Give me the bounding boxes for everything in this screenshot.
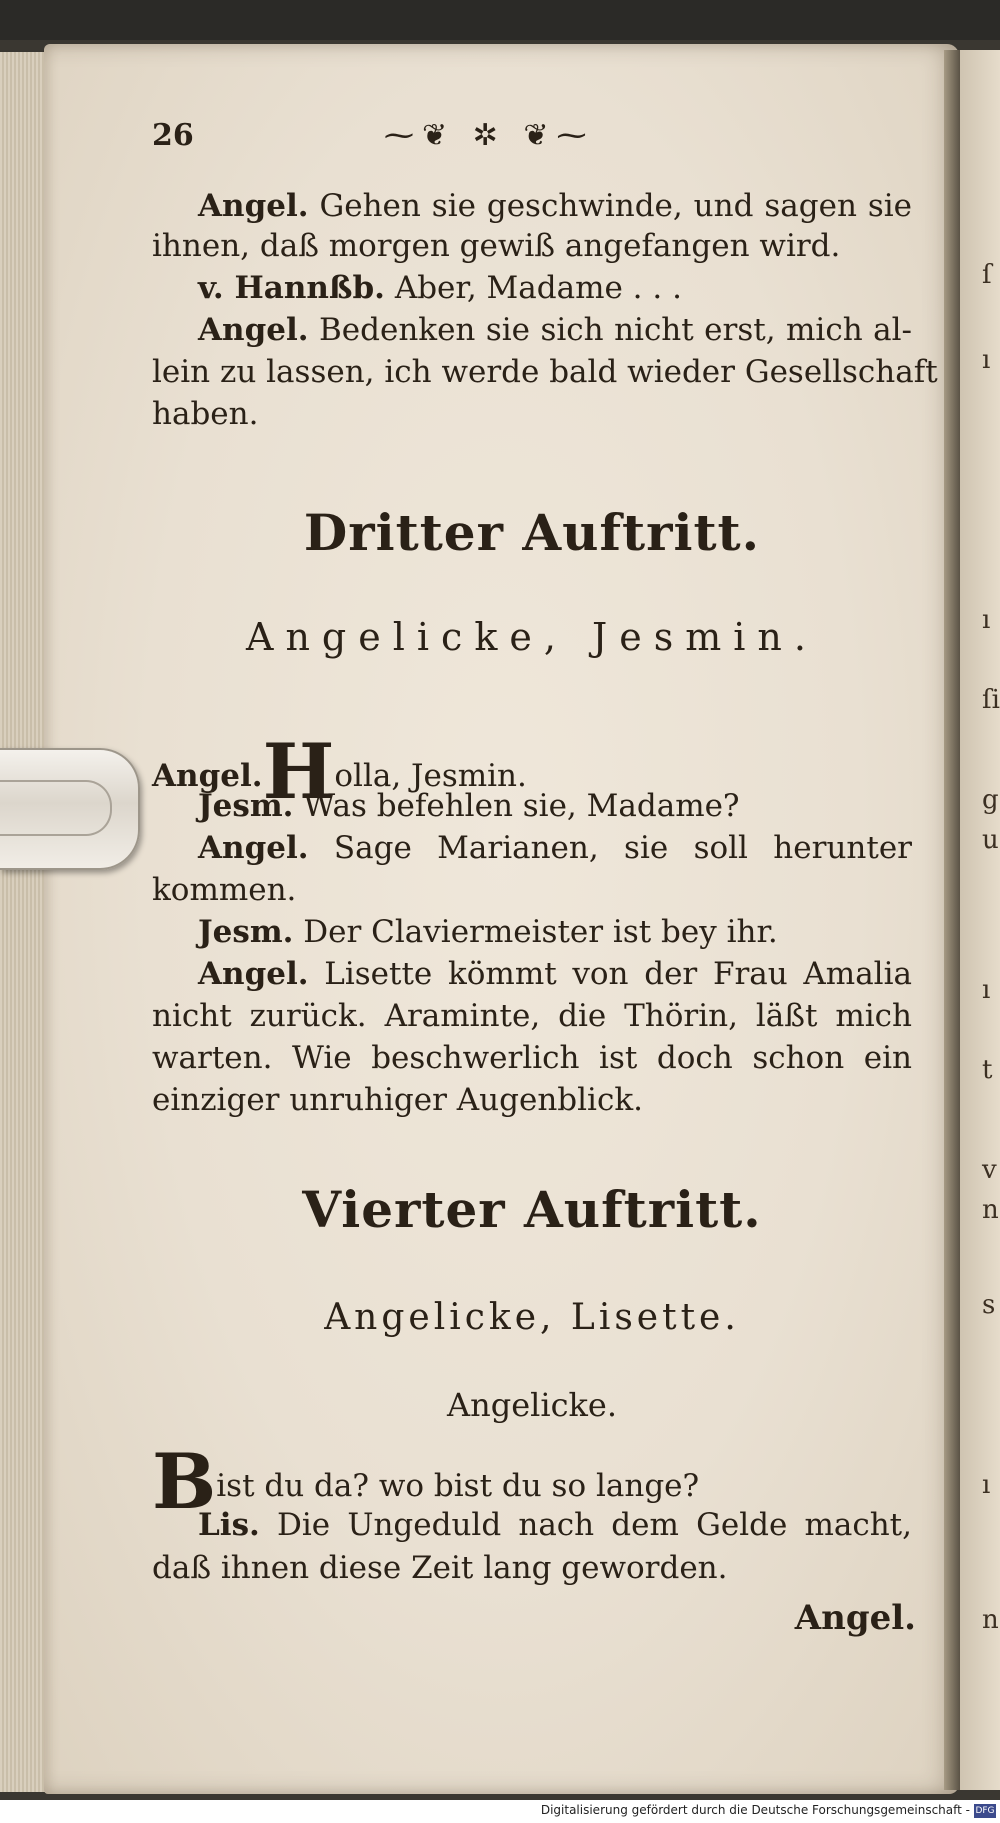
facing-fragment: ſi xyxy=(982,685,1000,715)
facing-fragment: ı xyxy=(982,975,991,1005)
text-line: ihnen, daß morgen gewiß angefangen wird. xyxy=(152,228,841,264)
facing-fragment: n xyxy=(982,1605,999,1635)
drop-initial: B xyxy=(152,1437,217,1526)
text-line: einziger unruhiger Augenblick. xyxy=(152,1082,643,1118)
facing-fragment: ı xyxy=(982,345,991,375)
text-line: Angel. Bedenken sie sich nicht erst, mich al- xyxy=(198,312,912,348)
facing-fragment: ſ xyxy=(982,260,992,290)
speaker-heading: Angelicke. xyxy=(446,1386,618,1424)
text-line: Angel.Holla, Jesmin. xyxy=(152,727,527,816)
footer-bar xyxy=(0,1800,1000,1823)
text-line: v. Hannßb. Aber, Madame . . . xyxy=(198,270,682,306)
text-line: warten. Wie beschwerlich ist doch schon ein xyxy=(152,1040,912,1076)
facing-page xyxy=(960,50,1000,1790)
facing-fragment: v xyxy=(982,1155,997,1185)
scene-cast: Angelicke, Jesmin. xyxy=(246,615,818,659)
text-line: haben. xyxy=(152,396,259,432)
book-gutter xyxy=(944,50,960,1790)
footer-credit: Digitalisierung gefördert durch die Deutsche Forschungsgemeinschaft - xyxy=(540,1803,970,1817)
scene-cast: Angelicke, Lisette. xyxy=(324,1297,740,1338)
text-line: Jesm. Was befehlen sie, Madame? xyxy=(198,788,740,824)
scene-title: Vierter Auftritt. xyxy=(302,1180,762,1239)
header-ornament: ⁓❦ ✲ ❦⁓ xyxy=(384,118,595,153)
text-line: Lis. Die Ungeduld nach dem Gelde macht, xyxy=(198,1507,912,1543)
page-header xyxy=(152,118,912,168)
facing-fragment: u xyxy=(982,825,999,855)
text-line: Angel. Sage Marianen, sie soll herunter xyxy=(198,830,912,866)
facing-fragment: n xyxy=(982,1195,999,1225)
facing-fragment: s xyxy=(982,1290,996,1320)
page-edges xyxy=(0,52,49,1792)
text-line: kommen. xyxy=(152,872,297,908)
text-line: Jesm. Der Claviermeister ist bey ihr. xyxy=(198,914,778,950)
text-line: Angel. Lisette kömmt von der Frau Amalia xyxy=(198,956,912,992)
dfg-logo: DFG xyxy=(975,1806,995,1816)
facing-fragment: t xyxy=(982,1055,993,1085)
page-clip xyxy=(0,748,140,870)
text-line: Bist du da? wo bist du so lange? xyxy=(152,1437,700,1526)
scene-title: Dritter Auftritt. xyxy=(303,503,761,562)
text-line: lein zu lassen, ich werde bald wieder Gesellschaft xyxy=(152,354,938,390)
text-line: daß ihnen diese Zeit lang geworden. xyxy=(152,1550,728,1586)
catchword: Angel. xyxy=(794,1598,916,1638)
text-line: Angel. Gehen sie geschwinde, und sagen sie xyxy=(198,188,912,224)
drop-initial: H xyxy=(262,727,335,816)
facing-fragment: g xyxy=(982,785,999,815)
page-number: 26 xyxy=(152,118,194,153)
facing-fragment: ı xyxy=(982,605,991,635)
text-line: nicht zurück. Araminte, die Thörin, läßt mich xyxy=(152,998,912,1034)
facing-fragment: ı xyxy=(982,1470,991,1500)
